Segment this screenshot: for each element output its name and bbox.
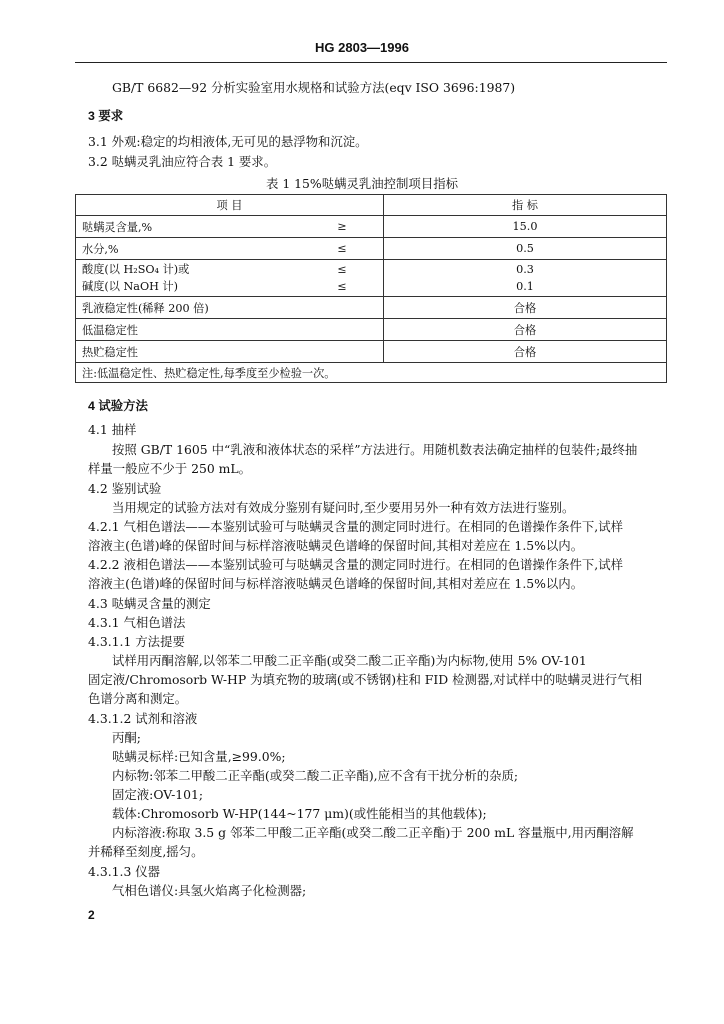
clause-4-2-1-line-2: 溶液主(色谱)峰的保留时间与标样溶液哒螨灵色谱峰的保留时间,其相对差应在 1.5%以内。 [88,538,584,553]
reagent-internal-solution-line-1: 内标溶液:称取 3.5 g 邻苯二甲酸二正辛酯(或癸二酸二正辛酯)于 200 mL 容量瓶中,用丙酮溶解 [112,825,634,840]
clause-3-2: 3.2 哒螨灵乳油应符合表 1 要求。 [88,154,277,169]
section-3-title: 3 要求 [88,109,124,123]
row-operator: ≤ [337,280,347,293]
reagent-internal-solution-line-2: 并稀释至刻度,摇匀。 [88,844,204,859]
row-value: 0.3 [516,263,534,276]
row-name: 热贮稳定性 [76,341,302,363]
row-name: 碱度(以 NaOH 计) [82,280,178,293]
row-name: 乳液稳定性(稀释 200 倍) [76,297,302,319]
row-operator: ≤ [301,238,384,260]
heading-4-3-1: 4.3.1 气相色谱法 [88,615,186,630]
clause-4-2-1-line-1: 4.2.1 气相色谱法——本鉴别试验可与哒螨灵含量的测定同时进行。在相同的色谱操作条件下,试样 [88,519,624,534]
paragraph-4-3-1-1-line-2: 固定液/Chromosorb W-HP 为填充物的玻璃(或不锈钢)柱和 FID 检测器,对试样中的哒螨灵进行气相 [88,672,642,687]
heading-4-3-1-1: 4.3.1.1 方法提要 [88,634,185,649]
row-value: 0.5 [384,238,667,260]
table-header-row [76,195,667,216]
row-value-stack [384,260,667,297]
paragraph-4-1-line-2: 样量一般应不少于 250 mL。 [88,461,252,476]
row-name: 酸度(以 H₂SO₄ 计)或 [82,263,190,276]
paragraph-4-3-1-1-line-1: 试样用丙酮溶解,以邻苯二甲酸二正辛酯(或癸二酸二正辛酯)为内标物,使用 5% OV-101 [112,653,587,668]
table-note: 注:低温稳定性、热贮稳定性,每季度至少检验一次。 [76,363,667,383]
row-operator [301,297,384,319]
row-value: 0.1 [516,280,534,293]
heading-4-3-1-2: 4.3.1.2 试剂和溶液 [88,711,198,726]
heading-4-3-1-3: 4.3.1.3 仪器 [88,864,161,879]
table-row [76,341,667,363]
heading-4-2: 4.2 鉴别试验 [88,481,162,496]
table-header-item: 项 目 [76,195,384,216]
row-operator: ≤ [337,263,347,276]
row-operator [301,319,384,341]
header-title: HG 2803—1996 [315,40,409,55]
reagent-stationary-phase: 固定液:OV-101; [112,787,204,802]
header-rule [75,62,667,63]
reference-line: GB/T 6682—92 分析实验室用水规格和试验方法(eqv ISO 3696:1987) [112,80,516,95]
paragraph-4-3-1-1-line-3: 色谱分离和测定。 [88,691,188,706]
clause-3-1: 3.1 外观:稳定的均相液体,无可见的悬浮物和沉淀。 [88,134,368,149]
table-row [76,297,667,319]
row-name: 低温稳定性 [76,319,302,341]
instrument-gc: 气相色谱仪:具氢火焰离子化检测器; [112,883,307,898]
reagent-standard: 哒螨灵标样:已知含量,≥99.0%; [112,749,286,764]
row-operator-stack [301,260,384,297]
reagent-support: 载体:Chromosorb W-HP(144~177 μm)(或性能相当的其他载体); [112,806,487,821]
row-value: 合格 [384,341,667,363]
heading-4-1: 4.1 抽样 [88,422,137,437]
heading-4-3: 4.3 哒螨灵含量的测定 [88,596,211,611]
reagent-acetone: 丙酮; [112,730,141,745]
row-name-stack [76,260,302,297]
row-value: 合格 [384,319,667,341]
row-value: 15.0 [384,216,667,238]
row-operator: ≥ [301,216,384,238]
page-number: 2 [88,908,95,922]
table-note-row [76,363,667,383]
table-caption: 表 1 15%哒螨灵乳油控制项目指标 [266,176,458,191]
table-row-acid-alkali [76,260,667,297]
table-row [76,238,667,260]
table-row [76,216,667,238]
table-row [76,319,667,341]
paragraph-4-2: 当用规定的试验方法对有效成分鉴别有疑问时,至少要用另外一种有效方法进行鉴别。 [112,500,575,515]
section-4-title: 4 试验方法 [88,399,148,413]
reagent-internal-standard: 内标物:邻苯二甲酸二正辛酯(或癸二酸二正辛酯),应不含有干扰分析的杂质; [112,768,519,783]
row-value: 合格 [384,297,667,319]
row-name: 哒螨灵含量,% [76,216,302,238]
row-name: 水分,% [76,238,302,260]
spec-table [75,194,667,383]
clause-4-2-2-line-1: 4.2.2 液相色谱法——本鉴别试验可与哒螨灵含量的测定同时进行。在相同的色谱操作条件下,试样 [88,557,624,572]
table-header-value: 指 标 [384,195,667,216]
paragraph-4-1-line-1: 按照 GB/T 1605 中“乳液和液体状态的采样”方法进行。用随机数表法确定抽样的包装件;最终抽 [112,442,638,457]
clause-4-2-2-line-2: 溶液主(色谱)峰的保留时间与标样溶液哒螨灵色谱峰的保留时间,其相对差应在 1.5%以内。 [88,576,584,591]
row-operator [301,341,384,363]
